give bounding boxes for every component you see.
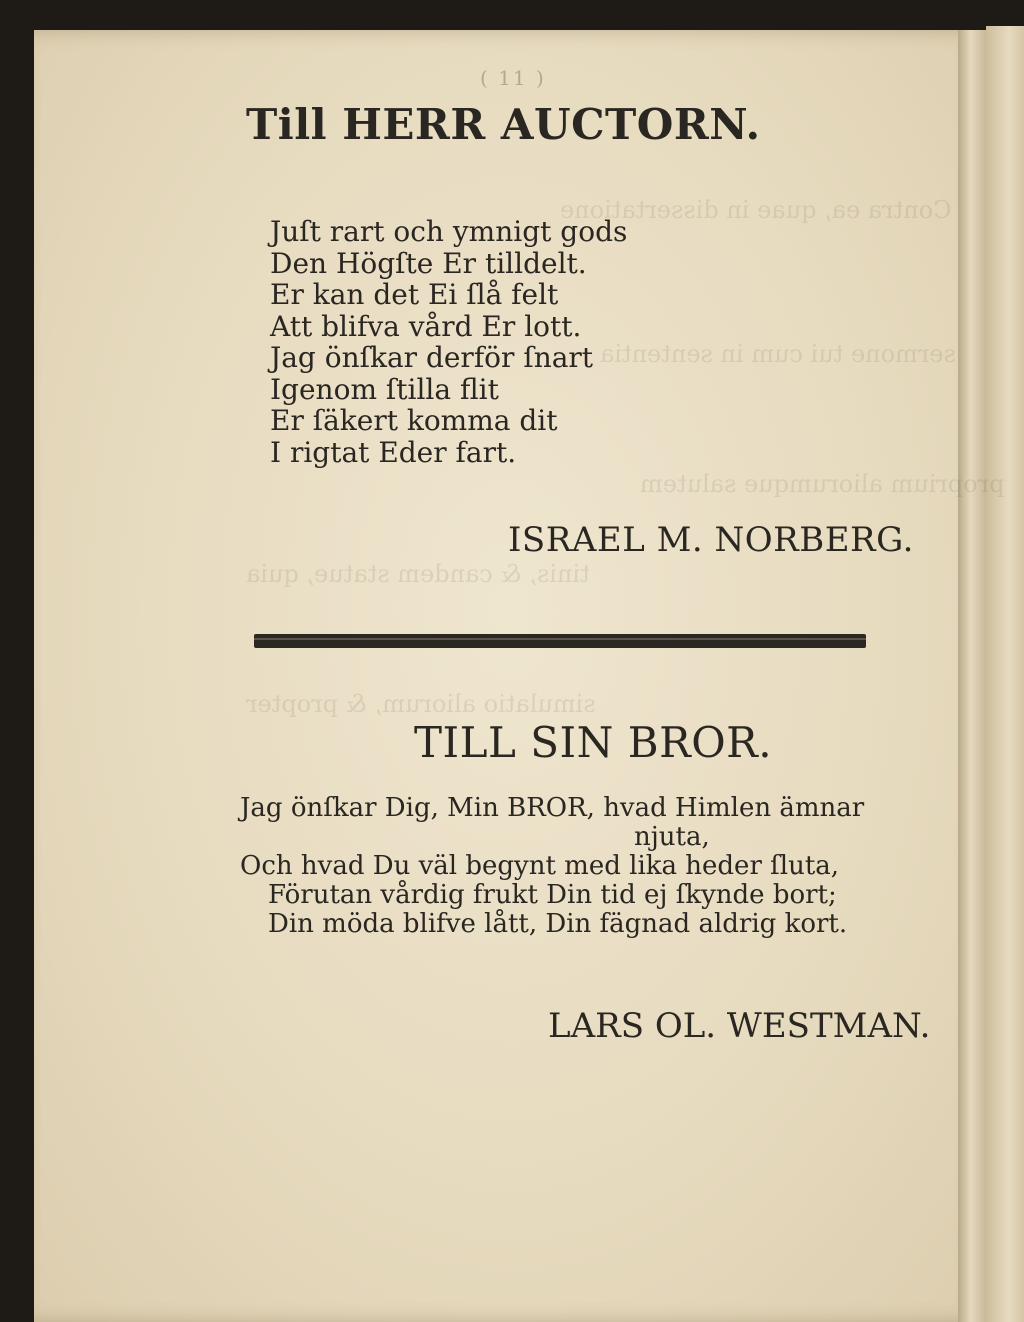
verse-line: Er ſäkert komma dit <box>270 404 558 437</box>
verse-line: Förutan vårdig frukt Din tid ej ſkynde bort; <box>268 880 837 910</box>
poem-title-till-sin-bror: TILL SIN BROR. <box>414 718 773 767</box>
verse-line: Jag önſkar derför ſnart <box>270 341 594 374</box>
verse-line: I rigtat Eder fart. <box>270 435 517 469</box>
verse-line: Den Högſte Er tilldelt. <box>270 246 587 280</box>
signature-israel-norberg: ISRAEL M. NORBERG. <box>508 520 914 560</box>
verse-line: Juſt rart och ymnigt gods <box>270 215 628 248</box>
show-through-text: proprium aliorumque salutem <box>640 470 1005 498</box>
show-through-text: Contra ea, quae in dissertatione <box>560 196 952 224</box>
verse-line: Jag önſkar Dig, Min BROR, hvad Himlen ämnar <box>240 793 865 823</box>
page-number: ( 11 ) <box>480 66 546 90</box>
verse-line: Din möda blifve lått, Din fägnad aldrig kort. <box>268 909 848 939</box>
signature-lars-westman: LARS OL. WESTMAN. <box>548 1006 931 1046</box>
show-through-text: simulatio aliorum, & propter <box>246 690 596 718</box>
poem-title-herr-auctorn: Till HERR AUCTORN. <box>246 100 761 149</box>
verse-line-continuation: njuta, <box>634 822 710 852</box>
verse-line: Er kan det Ei ſlå felt <box>270 278 559 311</box>
verse-line: Och hvad Du väl begynt med lika heder ſluta, <box>240 851 840 881</box>
verse-line: Igenom ſtilla flit <box>270 372 499 406</box>
show-through-text: tinis, & candem statue, quia <box>246 560 590 588</box>
show-through-text: sermone tui cum in sententia <box>600 340 956 368</box>
next-page-edge <box>986 26 1024 1322</box>
verse-line: Att blifva vård Er lott. <box>270 309 582 343</box>
book-gutter <box>958 30 986 1322</box>
poem-herr-auctorn <box>270 216 627 468</box>
section-divider-rule <box>254 634 866 648</box>
poem-till-sin-bror <box>240 794 864 939</box>
